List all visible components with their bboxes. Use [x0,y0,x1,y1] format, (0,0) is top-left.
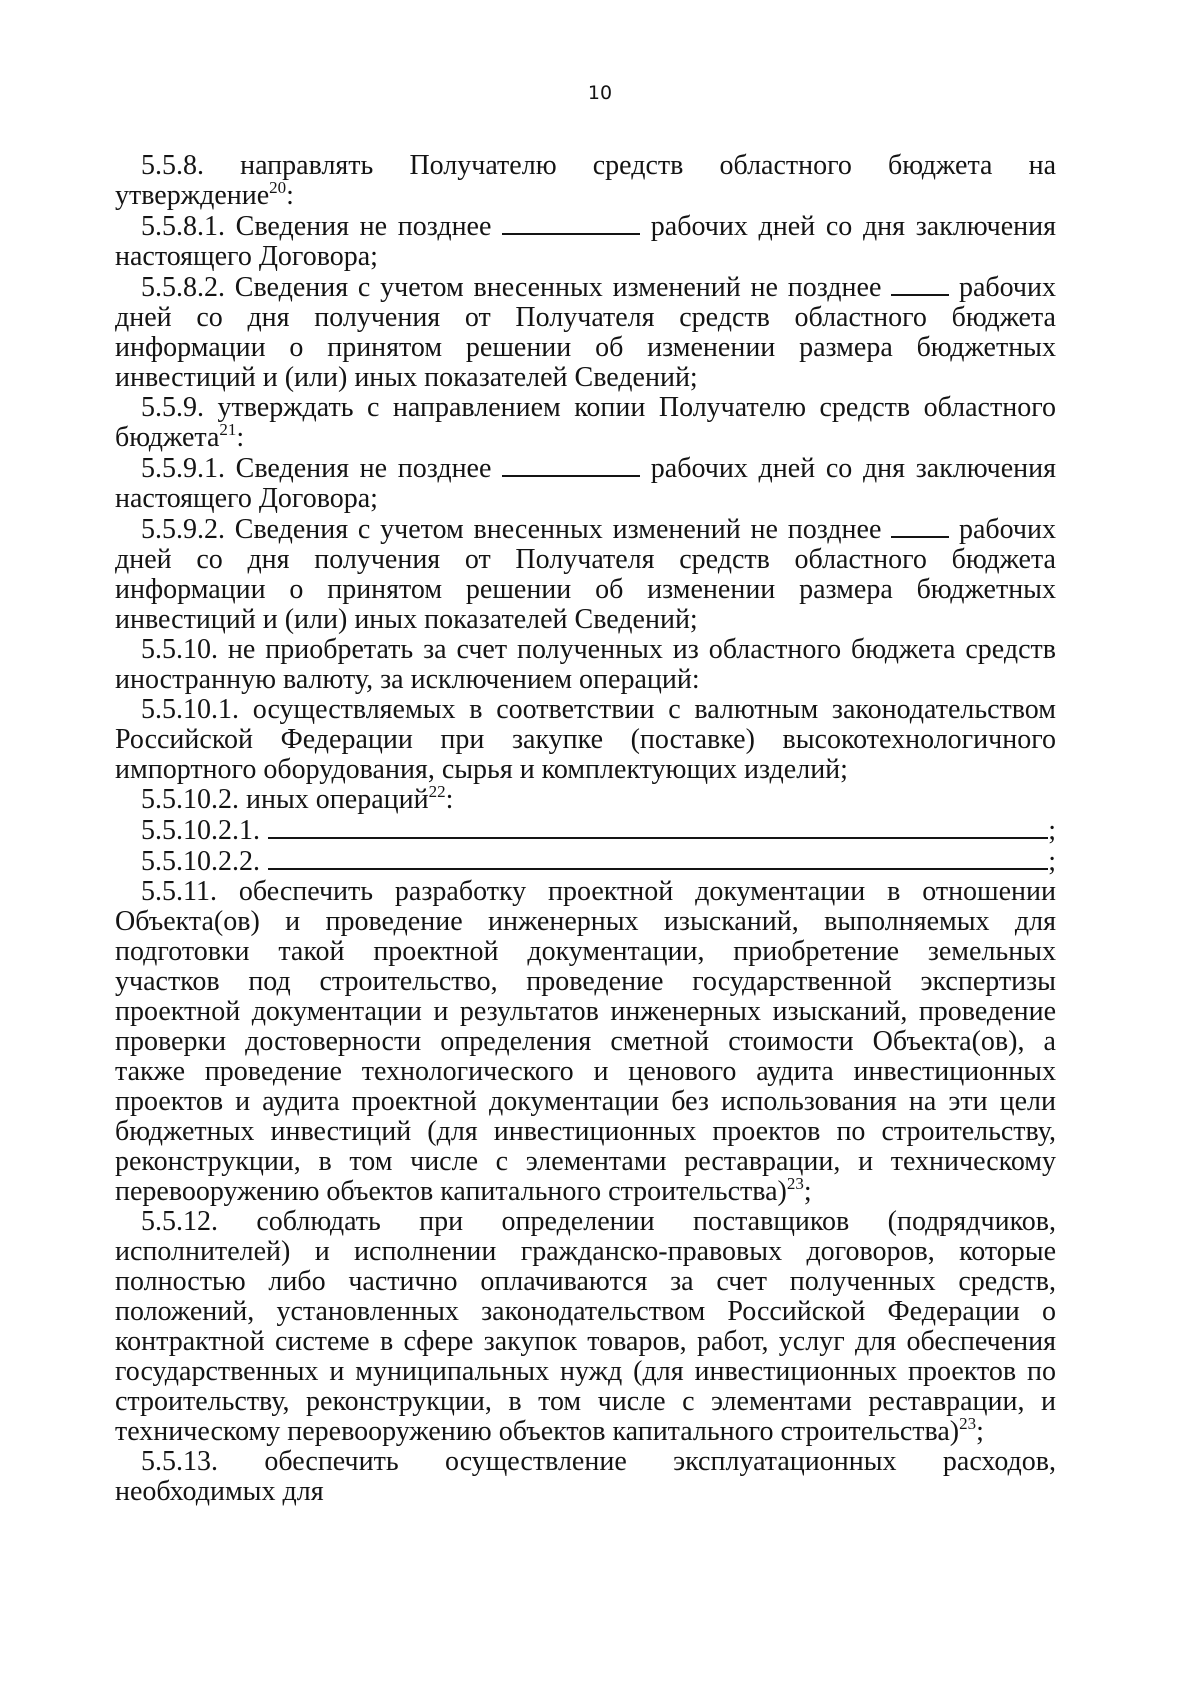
clause-5-5-11: 5.5.11. обеспечить разработку проектной документации в отношении Объекта(ов) и проведение инженерных изысканий, выполняемых для подготовки такой проектной документации, приобретение земельных участков под строительство, проведение государственной экспертизы проектной документации и результатов инженерных изысканий, проведение проверки достоверности определения сметной стоимости Объекта(ов), а также проведение технологического и ценового аудита инвестиционных проектов и аудита проектной документации без использования на эти цели бюджетных инвестиций (для инвестиционных проектов по строительству, реконструкции, в том числе с элементами реставрации, и техническому перевооружению объектов капитального строительства)$^{23}$; [115,876,1056,1207]
clause-5-5-13: 5.5.13. обеспечить осуществление эксплуатационных расходов, необходимых для [115,1446,1056,1507]
clause-5-5-9-1: 5.5.9.1. Сведения не позднее рабочих дней со дня заключения настоящего Договора; [115,453,1057,514]
blank-line [891,514,949,538]
blank-line [502,211,640,235]
blank-line [268,846,1048,870]
clause-5-5-10: 5.5.10. не приобретать за счет полученных из областного бюджета средств иностранную валюту, за исключением операций: [115,634,1056,695]
blank-line [502,453,640,477]
clause-5-5-9: 5.5.9. утверждать с направлением копии Получателю средств областного бюджета$^{21}$: [115,392,1056,453]
footnote-ref-23: 23 [786,1174,804,1193]
clause-5-5-10-2-1: 5.5.10.2.1. ; [141,815,1056,846]
document-body [115,151,1056,1507]
footnote-ref-21: 21 [219,420,237,439]
blank-line [268,815,1048,839]
page-number: 10 [587,82,613,104]
clause-5-5-10-2-2: 5.5.10.2.2. ; [141,846,1056,877]
clause-5-5-8-2: 5.5.8.2. Сведения с учетом внесенных изменений не позднее рабочих дней со дня получения от Получателя средств областного бюджета информации о принятом решении об изменении размера бюджетных инвестиций и (или) иных показателей Сведений; [115,272,1056,393]
footnote-ref-20: 20 [269,178,287,197]
blank-line [891,272,949,296]
footnote-ref-23: 23 [959,1414,977,1433]
footnote-ref-22: 22 [428,782,446,801]
clause-5-5-9-2: 5.5.9.2. Сведения с учетом внесенных изменений не позднее рабочих дней со дня получения от Получателя средств областного бюджета информации о принятом решении об изменении размера бюджетных инвестиций и (или) иных показателей Сведений; [115,514,1056,635]
clause-5-5-12: 5.5.12. соблюдать при определении поставщиков (подрядчиков, исполнителей) и исполнении гражданско-правовых договоров, которые полностью либо частично оплачиваются за счет полученных средств, положений, установленных законодательством Российской Федерации о контрактной системе в сфере закупок товаров, работ, услуг для обеспечения государственных и муниципальных нужд (для инвестиционных проектов по строительству, реконструкции, в том числе с элементами реставрации, и техническому перевооружению объектов капитального строительства)$^{23}$; [115,1206,1056,1447]
clause-5-5-10-1: 5.5.10.1. осуществляемых в соответствии с валютным законодательством Российской Федерации при закупке (поставке) высокотехнологичного импортного оборудования, сырья и комплектующих изделий; [115,694,1056,785]
clause-5-5-8: 5.5.8. направлять Получателю средств областного бюджета на утверждение$^{20}$: [115,150,1056,211]
clause-5-5-10-2: 5.5.10.2. иных операций$^{22}$: [141,782,454,815]
clause-5-5-8-1: 5.5.8.1. Сведения не позднее рабочих дней со дня заключения настоящего Договора; [115,211,1057,272]
